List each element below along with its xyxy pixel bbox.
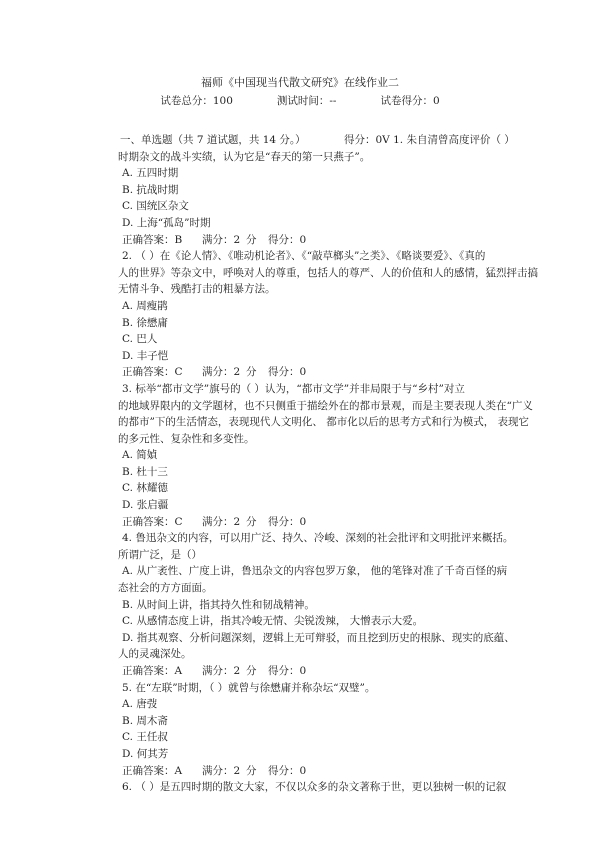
q3-correct-answer: 正确答案：C (122, 515, 183, 528)
q2-line-1: 2. （ ）在《论人情》、《唯动机论者》、《“敲草榔头”之类》、《略谈要爱》、《真的 (122, 250, 486, 263)
q5-line-1: 5. 在“左联”时期，（ ）就曾与徐懋庸并称杂坛“双璧”。 (122, 681, 376, 694)
q5-option-b[interactable]: B. 周木斋 (122, 714, 168, 727)
q3-option-c[interactable]: C. 林耀德 (122, 482, 168, 495)
q2-option-d[interactable]: D. 丰子恺 (122, 349, 169, 362)
exam-meta (0, 94, 600, 108)
total-score: 试卷总分：100 (160, 95, 233, 107)
q3-got-score: 得分：0 (268, 515, 307, 528)
q3-line-4: 的多元性、复杂性和多变性。 (118, 432, 255, 445)
q4-option-a-cont: 态社会的方方面面。 (118, 582, 213, 595)
q1-got-score: 得分：0 (268, 233, 307, 246)
q5-option-c[interactable]: C. 王任叔 (122, 731, 168, 744)
q4-line-1: 4. 鲁迅杂文的内容，可以用广泛、持久、冷峻、深刻的社会批评和文明批评来概括。 (122, 532, 514, 545)
q4-option-d-cont: 人的灵魂深处。 (118, 648, 192, 661)
q4-correct-answer: 正确答案：A (122, 665, 183, 677)
q5-got-score: 得分：0 (268, 764, 307, 777)
q2-option-a[interactable]: A. 周瘦鹃 (122, 299, 168, 312)
q1-option-d[interactable]: D. 上海“孤岛”时期 (122, 216, 211, 229)
q3-unit: 分 (246, 515, 257, 528)
q4-option-d[interactable]: D. 指其观察、分析问题深刻，逻辑上无可辩驳，而且挖到历史的根脉、现实的底蕴、 (122, 631, 515, 644)
q5-unit: 分 (246, 764, 257, 777)
q3-line-1: 3. 标举“都市文学”旗号的（ ）认为，“都市文学”并非局限于与“乡村”对立 (122, 382, 465, 395)
exam-score: 试卷得分：0 (380, 95, 440, 107)
q5-correct-answer: 正确答案：A (122, 764, 183, 777)
q3-option-b[interactable]: B. 杜十三 (122, 465, 168, 478)
q4-line-2: 所谓广泛，是（） (118, 548, 202, 561)
q2-got-score: 得分：0 (268, 366, 307, 379)
q3-full-score: 满分：2 (202, 515, 241, 528)
q3-option-d[interactable]: D. 张启疆 (122, 499, 169, 512)
q2-full-score: 满分：2 (202, 366, 241, 379)
q2-option-c[interactable]: C. 巴人 (122, 333, 158, 346)
page-title: 福师《中国现当代散文研究》在线作业二 (201, 76, 399, 89)
q5-option-a[interactable]: A. 唐弢 (122, 698, 158, 711)
section-header: 一、单选题（共 7 道试题，共 14 分。） (120, 134, 306, 146)
q4-option-a[interactable]: A. 从广袤性、广度上讲，鲁迅杂文的内容包罗万象， 他的笔锋对准了千奇百怪的病 (122, 565, 508, 578)
q4-option-b[interactable]: B. 从时间上讲，指其持久性和韧战精神。 (122, 598, 315, 611)
q3-line-3: 的都市”下的生活情态，表现现代人文明化、 都市化以后的思考方式和行为模式， 表现它 (118, 416, 530, 429)
q1-option-a[interactable]: A. 五四时期 (122, 167, 179, 180)
q1-full-score: 满分：2 (202, 233, 241, 246)
q5-answer-row (118, 763, 490, 780)
q1-unit: 分 (246, 233, 257, 246)
q2-line-3: 无情斗争、残酷打击的粗暴方法。 (118, 283, 276, 296)
q4-got-score: 得分：0 (268, 665, 307, 677)
q1-correct-answer: 正确答案：B (122, 233, 183, 246)
q2-line-2: 人的世界》等杂文中，呼唤对人的尊重，包括人的尊严、人的价值和人的感情，猛烈抨击搞 (118, 266, 538, 279)
q3-answer-row (118, 514, 490, 531)
test-time: 测试时间：-- (276, 95, 337, 107)
q3-option-a[interactable]: A. 简媜 (122, 449, 158, 462)
q1-answer-row (118, 232, 490, 249)
q1-option-b[interactable]: B. 抗战时期 (122, 183, 179, 196)
q4-unit: 分 (246, 665, 257, 677)
q1-option-c[interactable]: C. 国统区杂文 (122, 200, 189, 213)
q5-option-d[interactable]: D. 何其芳 (122, 747, 169, 760)
q2-unit: 分 (246, 366, 257, 379)
q1-text: 时期杂文的战斗实绩，认为它是“春天的第一只燕子”。 (118, 150, 371, 163)
q2-option-b[interactable]: B. 徐懋庸 (122, 316, 168, 329)
section-score: 得分：0V 1. 朱自清曾高度评价（ ） (344, 134, 515, 146)
q2-correct-answer: 正确答案：C (122, 366, 183, 379)
q4-full-score: 满分：2 (202, 665, 241, 677)
q2-answer-row (118, 364, 490, 381)
q5-full-score: 满分：2 (202, 764, 241, 777)
q4-option-c[interactable]: C. 从感情态度上讲，指其冷峻无情、尖锐泼辣， 大憎表示大爱。 (122, 615, 424, 628)
q3-line-2: 的地域界限内的文学题材，也不只侧重于描绘外在的都市景观，而是主要表现人类在“广义 (118, 399, 533, 412)
q4-answer-row (118, 663, 490, 680)
question-list (118, 132, 538, 796)
section-header-line (118, 132, 515, 149)
q6-line-1: 6. （ ）是五四时期的散文大家，不仅以众多的杂文著称于世，更以独树一帜的记叙 (122, 781, 507, 794)
